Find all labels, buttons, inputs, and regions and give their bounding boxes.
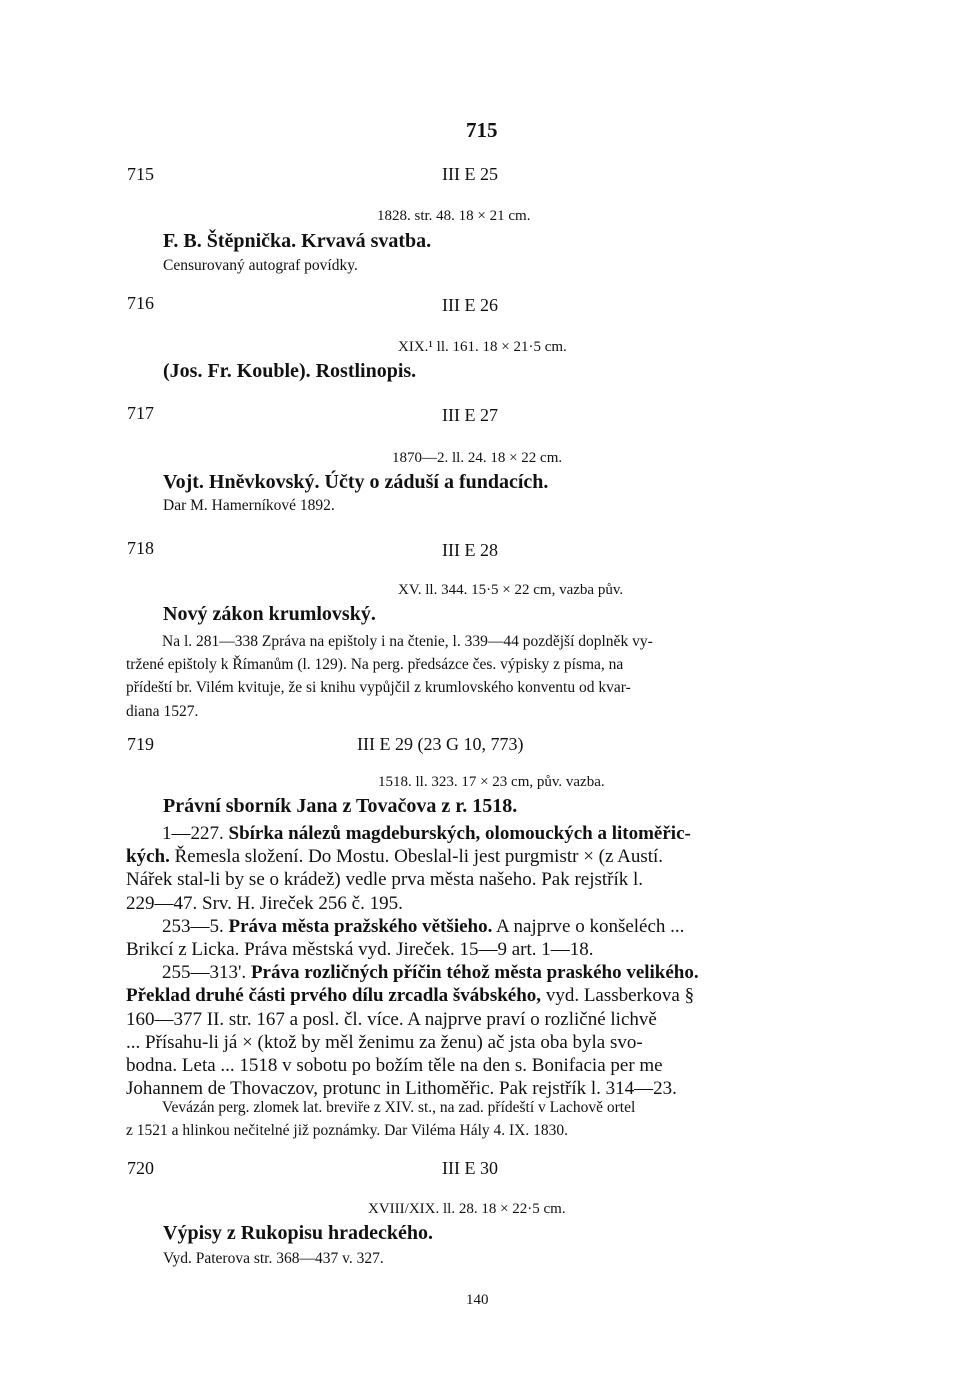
entry-meta: 1870—2. ll. 24. 18 × 22 cm.: [392, 450, 563, 466]
entry-number: 717: [127, 403, 154, 423]
entry-note: Dar M. Hamerníkové 1892.: [163, 497, 335, 514]
note-line: tržené epištoly k Římanům (l. 129). Na perg. předsázce čes. výpisky z písma, na: [126, 656, 624, 674]
body-line: 255—313'. Práva rozličných příčin téhož města praského velikého.: [162, 962, 699, 984]
body-line: 1—227. Sbírka nálezů magdeburských, olomouckých a litoměřic-: [162, 823, 691, 844]
entry-note: Censurovaný autograf povídky.: [163, 257, 358, 274]
page-header-number: 715: [466, 118, 498, 142]
note-line: diana 1527.: [126, 702, 199, 720]
body-line: Překlad druhé části prvého dílu zrcadla švábského, vyd. Lassberkova §: [126, 985, 695, 1007]
body-line: Nářek stal-li by se o krádež) vedle prva města našeho. Pak rejstřík l.: [126, 869, 644, 891]
body-line: 160—377 II. str. 167 a posl. čl. více. A najprve praví o rozličné lichvě: [126, 1008, 657, 1030]
shelf-mark: III E 29 (23 G 10, 773): [357, 734, 524, 754]
entry-title: Právní sborník Jana z Tovačova z r. 1518.: [163, 795, 518, 817]
body-line: kých. Řemesla složení. Do Mostu. Obeslal-li jest purgmistr × (z Austí.: [126, 846, 664, 868]
entry-number: 716: [127, 293, 154, 313]
body-line: bodna. Leta ... 1518 v sobotu po božím těle na den s. Bonifacia per me: [126, 1055, 663, 1077]
entry-title: (Jos. Fr. Kouble). Rostlinopis.: [163, 360, 417, 382]
entry-number: 719: [127, 734, 154, 754]
note-line: přídeští br. Vilém kvituje, že si knihu vypůjčil z krumlovského konventu od kvar-: [126, 679, 631, 697]
entry-note-paragraph: [126, 630, 836, 723]
entry-meta: XV. ll. 344. 15·5 × 22 cm, vazba pův.: [398, 582, 624, 598]
entry-number: 715: [127, 164, 154, 184]
shelf-mark: III E 26: [442, 295, 498, 315]
page-footer-number: 140: [466, 1292, 489, 1308]
body-line: Johannem de Thovaczov, protunc in Lithoměřic. Pak rejstřík l. 314—23.: [126, 1078, 677, 1100]
entry-meta: XIX.¹ ll. 161. 18 × 21·5 cm.: [398, 339, 567, 355]
note-line: Na l. 281—338 Zpráva na epištoly i na čtenie, l. 339—44 pozdější doplněk vy-: [162, 633, 653, 650]
body-line: Brikcí z Licka. Práva městská vyd. Jireček. 15—9 art. 1—18.: [126, 939, 594, 961]
shelf-mark: III E 28: [442, 540, 498, 560]
note-line: Vevázán perg. zlomek lat. breviře z XIV. st., na zad. přídeští v Lachově ortel: [162, 1099, 636, 1116]
shelf-mark: III E 30: [442, 1158, 498, 1178]
shelf-mark: III E 27: [442, 405, 498, 425]
body-line: 253—5. Práva města pražského většieho. A najprve o konšeléch ...: [162, 915, 685, 937]
body-line: 229—47. Srv. H. Jireček 256 č. 195.: [126, 892, 403, 914]
entry-number: 720: [127, 1158, 154, 1178]
body-line: ... Přísahu-li já × (ktož by měl ženimu za ženu) ač jsta oba byla svo-: [126, 1031, 643, 1053]
entry-meta: 1828. str. 48. 18 × 21 cm.: [377, 208, 531, 224]
entry-meta: 1518. ll. 323. 17 × 23 cm, pův. vazba.: [378, 774, 605, 790]
entry-meta: XVIII/XIX. ll. 28. 18 × 22·5 cm.: [368, 1201, 566, 1217]
entry-note: Vyd. Paterova str. 368—437 v. 327.: [163, 1250, 384, 1267]
entry-title: Vojt. Hněvkovský. Účty o záduší a fundacích.: [163, 471, 549, 493]
entry-title: Nový zákon krumlovský.: [163, 603, 376, 625]
note-line: z 1521 a hlinkou nečitelné již poznámky. Dar Viléma Hály 4. IX. 1830.: [126, 1122, 568, 1140]
entry-body-paragraph: [126, 822, 836, 1100]
entry-number: 718: [127, 538, 154, 558]
shelf-mark: III E 25: [442, 164, 498, 184]
entry-title: F. B. Štěpnička. Krvavá svatba.: [163, 230, 432, 252]
entry-title: Výpisy z Rukopisu hradeckého.: [163, 1222, 434, 1244]
entry-note-paragraph: [126, 1096, 836, 1142]
